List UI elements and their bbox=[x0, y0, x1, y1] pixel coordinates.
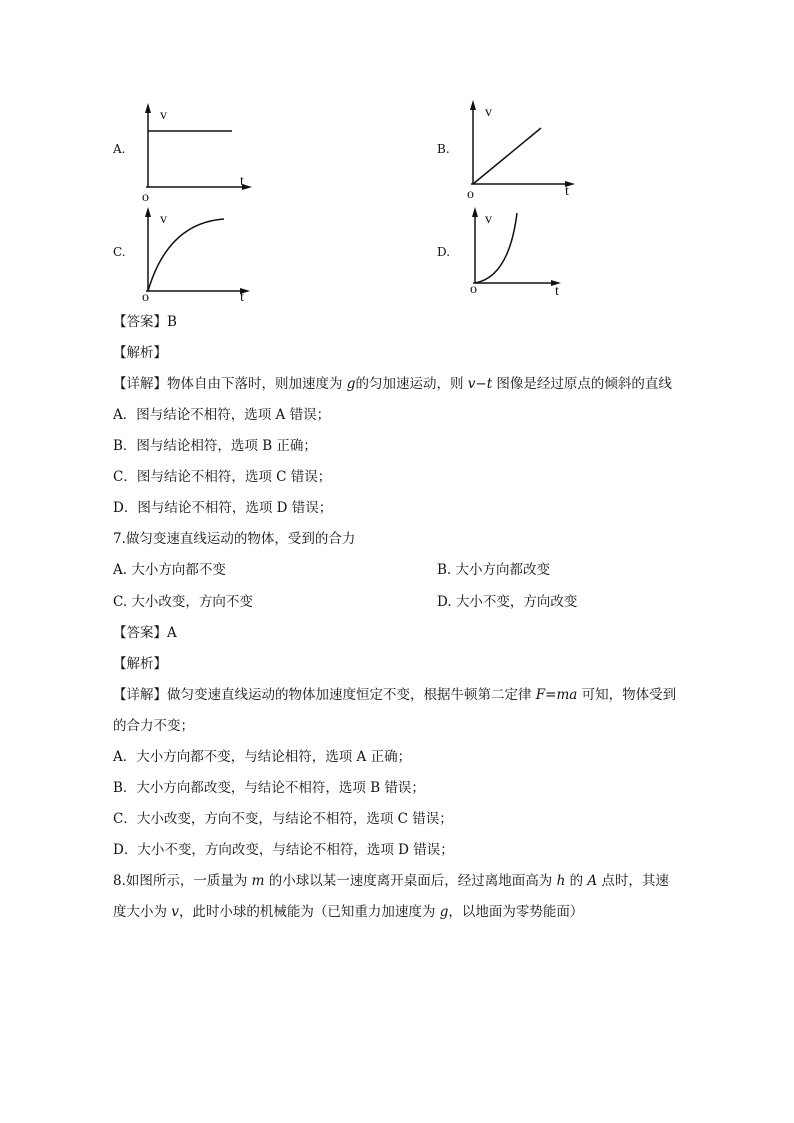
q6-detail-suffix: 图像是经过原点的倾斜的直线 bbox=[492, 376, 672, 392]
q6-detail-mid: 的匀加速运动，则 bbox=[355, 376, 468, 392]
q7-line-b: B．大小方向都改变，与结论不相符，选项 B 错误； bbox=[113, 780, 425, 796]
q8-stem-line2 bbox=[113, 903, 583, 921]
x-axis-label: t bbox=[555, 284, 559, 299]
q8-g: g bbox=[439, 904, 449, 920]
q8-p4: 点时，其速 bbox=[597, 873, 669, 889]
q6-line-d: D．图与结论不相符，选项 D 错误； bbox=[113, 500, 333, 516]
graph-c bbox=[140, 207, 255, 305]
y-axis-label: v bbox=[160, 108, 167, 123]
q8-p2: 的小球以某一速度离开桌面后，经过离地面高为 bbox=[264, 873, 557, 889]
origin-label: o bbox=[142, 190, 149, 205]
graph-d bbox=[467, 207, 567, 297]
curve-linear bbox=[473, 128, 541, 184]
y-axis-label: v bbox=[485, 105, 492, 120]
q7-option-d: D. 大小不变，方向改变 bbox=[437, 594, 578, 610]
q6-detail bbox=[113, 375, 672, 393]
q7-detail bbox=[113, 686, 676, 704]
option-label-c: C. bbox=[113, 245, 126, 259]
option-label-d: D. bbox=[437, 245, 451, 259]
q8-stem-line1 bbox=[113, 872, 669, 890]
q7-line-a: A．大小方向都不变，与结论相符，选项 A 正确； bbox=[113, 749, 412, 765]
origin-label: o bbox=[467, 187, 474, 202]
y-axis-label: v bbox=[485, 212, 492, 227]
q8-v: v bbox=[171, 904, 179, 920]
q8-A: A bbox=[587, 873, 598, 889]
q7-detail-suffix: 可知，物体受到 bbox=[577, 687, 677, 703]
q6-detail-g: g bbox=[346, 376, 356, 392]
q7-detail-prefix: 【详解】做匀变速直线运动的物体加速度恒定不变，根据牛顿第二定律 bbox=[113, 687, 536, 703]
curve-concave-down bbox=[148, 219, 224, 291]
q7-option-b: B. 大小方向都改变 bbox=[437, 562, 551, 578]
origin-label: o bbox=[142, 290, 149, 305]
q8-m: m bbox=[251, 873, 265, 889]
y-axis-arrow bbox=[145, 103, 151, 113]
graph-a bbox=[140, 103, 255, 205]
origin-label: o bbox=[470, 282, 477, 297]
q6-detail-prefix: 【详解】物体自由下落时，则加速度为 bbox=[113, 376, 347, 392]
q8-p6: ，此时小球的机械能为（已知重力加速度为 bbox=[178, 904, 440, 920]
option-label-a: A. bbox=[113, 142, 126, 156]
q6-answer: 【答案】B bbox=[113, 314, 177, 330]
y-axis-arrow bbox=[145, 207, 151, 217]
q7-option-c: C. 大小改变，方向不变 bbox=[113, 594, 253, 610]
q8-p7: ，以地面为零势能面） bbox=[448, 904, 584, 920]
q7-analysis-heading: 【解析】 bbox=[113, 656, 167, 672]
graph-b bbox=[465, 100, 580, 202]
q8-h: h bbox=[556, 873, 566, 889]
q8-p1: 8.如图所示，一质量为 bbox=[113, 873, 252, 889]
q7-option-a: A. 大小方向都不变 bbox=[113, 562, 226, 578]
q8-p5: 度大小为 bbox=[113, 904, 172, 920]
x-axis-label: t bbox=[240, 174, 244, 189]
q6-line-b: B．图与结论相符，选项 B 正确； bbox=[113, 438, 317, 454]
q7-line-c: C．大小改变，方向不变，与结论不相符，选项 C 错误； bbox=[113, 811, 453, 827]
q7-stem: 7.做匀变速直线运动的物体，受到的合力 bbox=[113, 531, 356, 547]
q6-line-c: C．图与结论不相符，选项 C 错误； bbox=[113, 469, 332, 485]
q7-detail-formula: F=ma bbox=[535, 687, 578, 703]
q6-analysis-heading: 【解析】 bbox=[113, 345, 167, 361]
q7-answer: 【答案】A bbox=[113, 625, 177, 641]
q6-detail-vt: v−t bbox=[467, 376, 493, 392]
y-axis-arrow bbox=[470, 100, 476, 110]
q7-detail-line2: 的合力不变； bbox=[113, 718, 194, 734]
q8-p3: 的 bbox=[565, 873, 588, 889]
y-axis-arrow bbox=[472, 207, 478, 217]
curve-concave-up bbox=[475, 213, 517, 283]
q6-line-a: A．图与结论不相符，选项 A 错误； bbox=[113, 407, 331, 423]
option-label-b: B. bbox=[437, 142, 450, 156]
x-axis-label: t bbox=[565, 184, 569, 199]
y-axis-label: v bbox=[160, 212, 167, 227]
q7-line-d: D．大小不变，方向改变，与结论不相符，选项 D 错误； bbox=[113, 842, 454, 858]
x-axis-label: t bbox=[240, 290, 244, 305]
